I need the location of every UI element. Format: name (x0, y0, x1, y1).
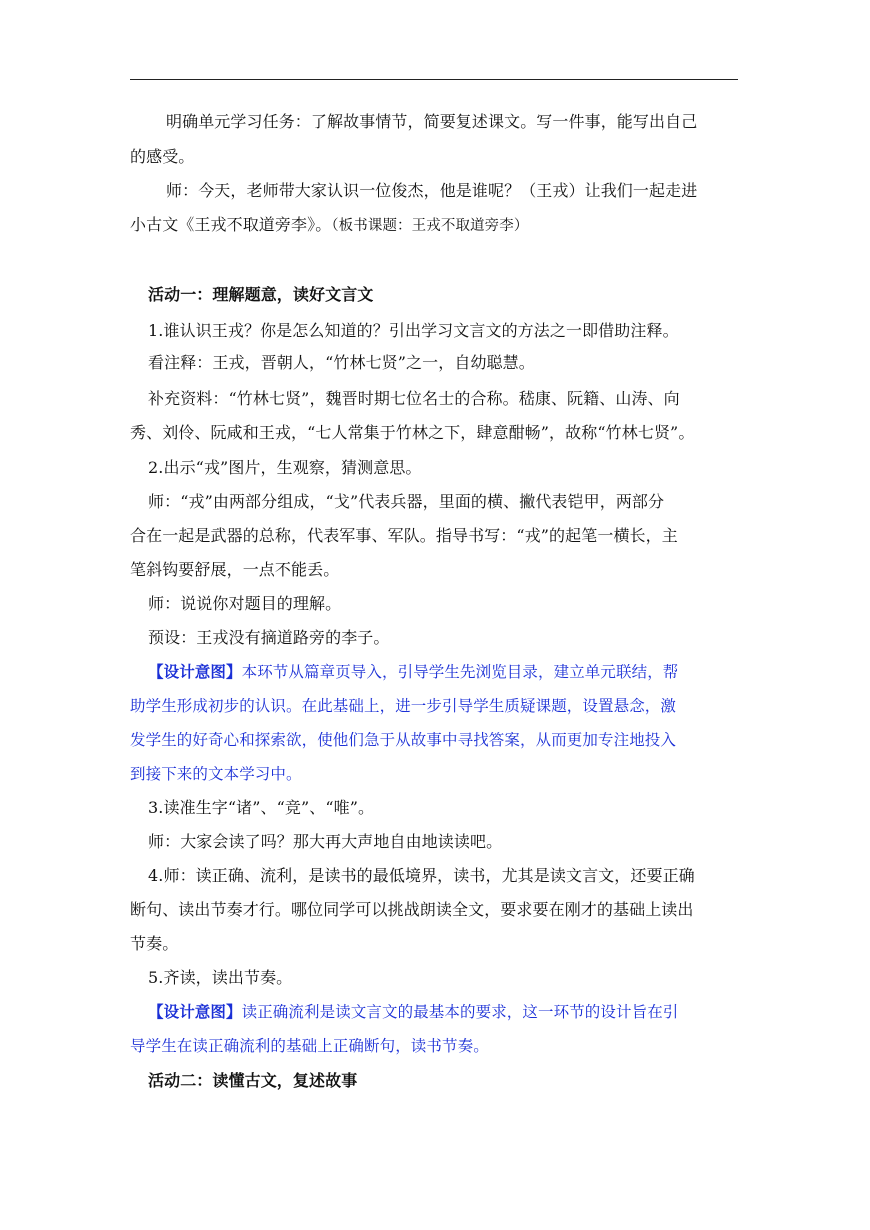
design-intent-2-text: 读正确流利是读文言文的最基本的要求，这一环节的设计旨在引 (241, 1003, 679, 1021)
item-3: 3.读准生字“诸”、“竞”、“唯”。 (148, 798, 375, 817)
item-2: 2.出示“戎”图片，生观察，猜测意思。 (148, 458, 422, 477)
item-5: 5.齐读，读出节奏。 (148, 968, 293, 987)
teacher-intro-line-2 (130, 215, 740, 236)
design-intent-2-line-2: 导学生在读正确流利的基础上正确断句，读书节奏。 (130, 1037, 489, 1055)
task-line-2: 的感受。 (130, 147, 195, 166)
teacher-2-line-1: 师：“戎”由两部分组成，“戈”代表兵器，里面的横、撇代表铠甲，两部分 (148, 492, 665, 511)
teacher-4: 师：大家会读了吗？那大再大声地自由地读读吧。 (148, 832, 503, 851)
teacher-2-line-2: 合在一起是武器的总称，代表军事、军队。指导书写：“戎”的起笔一横长，主 (130, 526, 678, 545)
design-intent-2-line-1 (148, 1002, 758, 1022)
task-line-1: 明确单元学习任务：了解故事情节，简要复述课文。写一件事，能写出自己 (166, 112, 698, 131)
supplement-line-1: 补充资料：“竹林七贤”，魏晋时期七位名士的合称。嵇康、阮籍、山涛、向 (148, 389, 680, 408)
supplement-line-2: 秀、刘伶、阮咸和王戎，“七人常集于竹林之下，肆意酣畅”，故称“竹林七贤”。 (130, 423, 695, 442)
design-intent-1-text: 本环节从篇章页导入，引导学生先浏览目录，建立单元联结，帮 (241, 663, 679, 681)
item-4-line-1: 4.师：读正确、流利，是读书的最低境界，读书，尤其是读文言文，还要正确 (148, 866, 695, 885)
preset-line: 预设：王戎没有摘道路旁的李子。 (148, 628, 390, 647)
design-intent-1-line-4: 到接下来的文本学习中。 (130, 765, 302, 783)
item-1: 1.谁认识王戎？你是怎么知道的？引出学习文言文的方法之一即借助注释。 (148, 321, 679, 340)
design-intent-1-line-1 (148, 662, 758, 682)
annotation-line: 看注释：王戎，晋朝人，“竹林七贤”之一，自幼聪慧。 (148, 353, 535, 372)
item-4-line-3: 节奏。 (130, 934, 179, 953)
design-intent-1-tag: 【设计意图】 (148, 663, 242, 681)
activity-1-heading: 活动一：理解题意，读好文言文 (148, 285, 374, 304)
header-rule (130, 79, 738, 80)
design-intent-2-tag: 【设计意图】 (148, 1003, 242, 1021)
teacher-intro-line-1: 师：今天，老师带大家认识一位俊杰，他是谁呢？（王戎）让我们一起走进 (166, 181, 698, 200)
item-4-line-2: 断句、读出节奏才行。哪位同学可以挑战朗读全文，要求要在刚才的基础上读出 (130, 900, 694, 919)
design-intent-1-line-2: 助学生形成初步的认识。在此基础上，进一步引导学生质疑课题，设置悬念，激 (130, 697, 677, 715)
activity-2-heading: 活动二：读懂古文，复述故事 (148, 1071, 358, 1090)
teacher-2-line-3: 笔斜钩要舒展，一点不能丢。 (130, 560, 340, 579)
teacher-3: 师：说说你对题目的理解。 (148, 594, 342, 613)
board-note: （板书课题：王戎不取道旁李） (331, 218, 529, 234)
teacher-intro-text: 小古文《王戎不取道旁李》。 (130, 215, 332, 234)
design-intent-1-line-3: 发学生的好奇心和探索欲，使他们急于从故事中寻找答案，从而更加专注地投入 (130, 731, 677, 749)
